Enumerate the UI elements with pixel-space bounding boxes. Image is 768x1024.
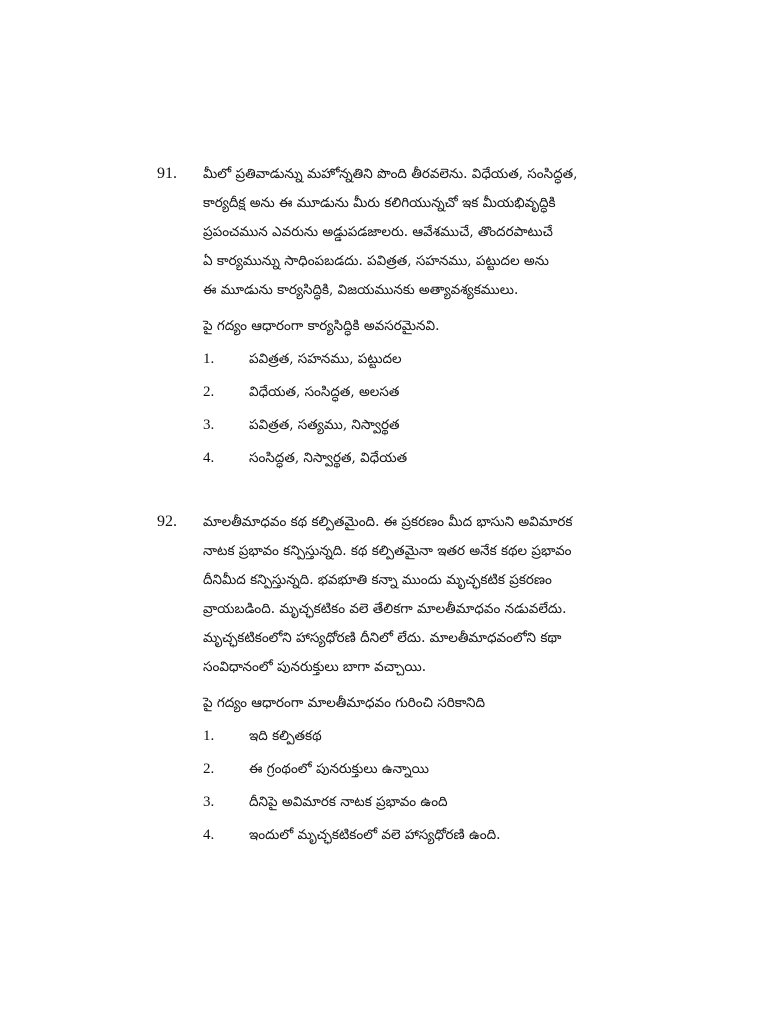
options-list: [203, 722, 663, 854]
option-text: ఇది కల్పితకథ: [249, 728, 322, 744]
option-text: దీనిపై అవిమారక నాటక ప్రభావం ఉంది: [249, 794, 448, 810]
passage-paragraph: [203, 160, 663, 305]
option-number: 2.: [203, 384, 215, 400]
option-text: పవిత్రత, సత్యము, నిస్వార్థత: [249, 417, 400, 433]
passage-line: ప్రపంచమున ఎవరును అడ్డుపడజాలరు. ఆవేశముచే, తొందరపాటుచే: [203, 224, 553, 240]
option-item: [203, 755, 663, 788]
option-text: విధేయత, సంసిద్ధత, అలసత: [249, 384, 400, 400]
option-number: 1.: [203, 351, 215, 367]
passage-line: కార్యదీక్ష అను ఈ మూడును మీరు కలిగియున్నచో ఇక మీయభివృద్ధికి: [203, 195, 556, 211]
passage-line: ఏ కార్యమున్ను సాధింపబడదు. పవిత్రత, సహనము, పట్టుదల అను: [203, 253, 549, 269]
option-number: 3.: [203, 417, 215, 433]
option-text: పవిత్రత, సహనము, పట్టుదల: [249, 351, 402, 367]
question-prompt: పై గద్యం ఆధారంగా మాలతీమాధవం గురించి సరికానిది: [203, 695, 486, 711]
passage-line: మీలో ప్రతివాడున్ను మహోన్నతిని పొంది తీరవలెను. విధేయత, సంసిద్ధత,: [203, 166, 578, 182]
option-text: ఇందులో మృచ్ఛకటికంలో వలె హాస్యధోరణి ఉంది.: [249, 827, 501, 843]
option-item: [203, 722, 663, 755]
option-number: 4.: [203, 827, 215, 843]
question-body: [203, 508, 663, 854]
options-list: [203, 345, 663, 477]
option-item: [203, 378, 663, 411]
passage-line: మాలతీమాధవం కథ కల్పితమైంది. ఈ ప్రకరణం మీద భాసుని అవిమారక: [203, 514, 573, 530]
passage-line: నాటక ప్రభావం కన్పిస్తున్నది. కథ కల్పితమైనా ఇతర అనేక కథల ప్రభావం: [203, 543, 572, 559]
option-item: [203, 345, 663, 378]
option-text: ఈ గ్రంథంలో పునరుక్తులు ఉన్నాయి: [249, 761, 429, 777]
option-number: 3.: [203, 794, 215, 810]
passage-line: దీనిమీద కన్పిస్తున్నది. భవభూతి కన్నా ముందు మృచ్ఛకటిక ప్రకరణం: [203, 572, 552, 588]
passage-line: ఈ మూడును కార్యసిద్ధికి, విజయమునకు అత్యావశ్యకములు.: [203, 282, 519, 298]
passage-line: వ్రాయబడింది. మృచ్ఛకటికం వలె తేలికగా మాలతీమాధవం నడువలేదు.: [203, 601, 567, 617]
option-text: సంసిద్ధత, నిస్వార్థత, విధేయత: [249, 450, 408, 466]
question-prompt: పై గద్యం ఆధారంగా కార్యసిద్ధికి అవసరమైనవి.: [203, 318, 440, 334]
option-item: [203, 444, 663, 477]
option-item: [203, 411, 663, 444]
option-item: [203, 821, 663, 854]
option-number: 2.: [203, 761, 215, 777]
question-number: 91.: [157, 165, 177, 182]
option-item: [203, 788, 663, 821]
question-body: [203, 160, 663, 477]
question-number: 92.: [157, 513, 177, 530]
option-number: 4.: [203, 450, 215, 466]
passage-line: మృచ్ఛకటికంలోని హాస్యధోరణి దీనిలో లేదు. మాలతీమాధవంలోని కథా: [203, 630, 562, 646]
passage-paragraph: [203, 508, 663, 682]
option-number: 1.: [203, 728, 215, 744]
passage-line: సంవిధానంలో పునరుక్తులు బాగా వచ్చాయి.: [203, 659, 427, 675]
